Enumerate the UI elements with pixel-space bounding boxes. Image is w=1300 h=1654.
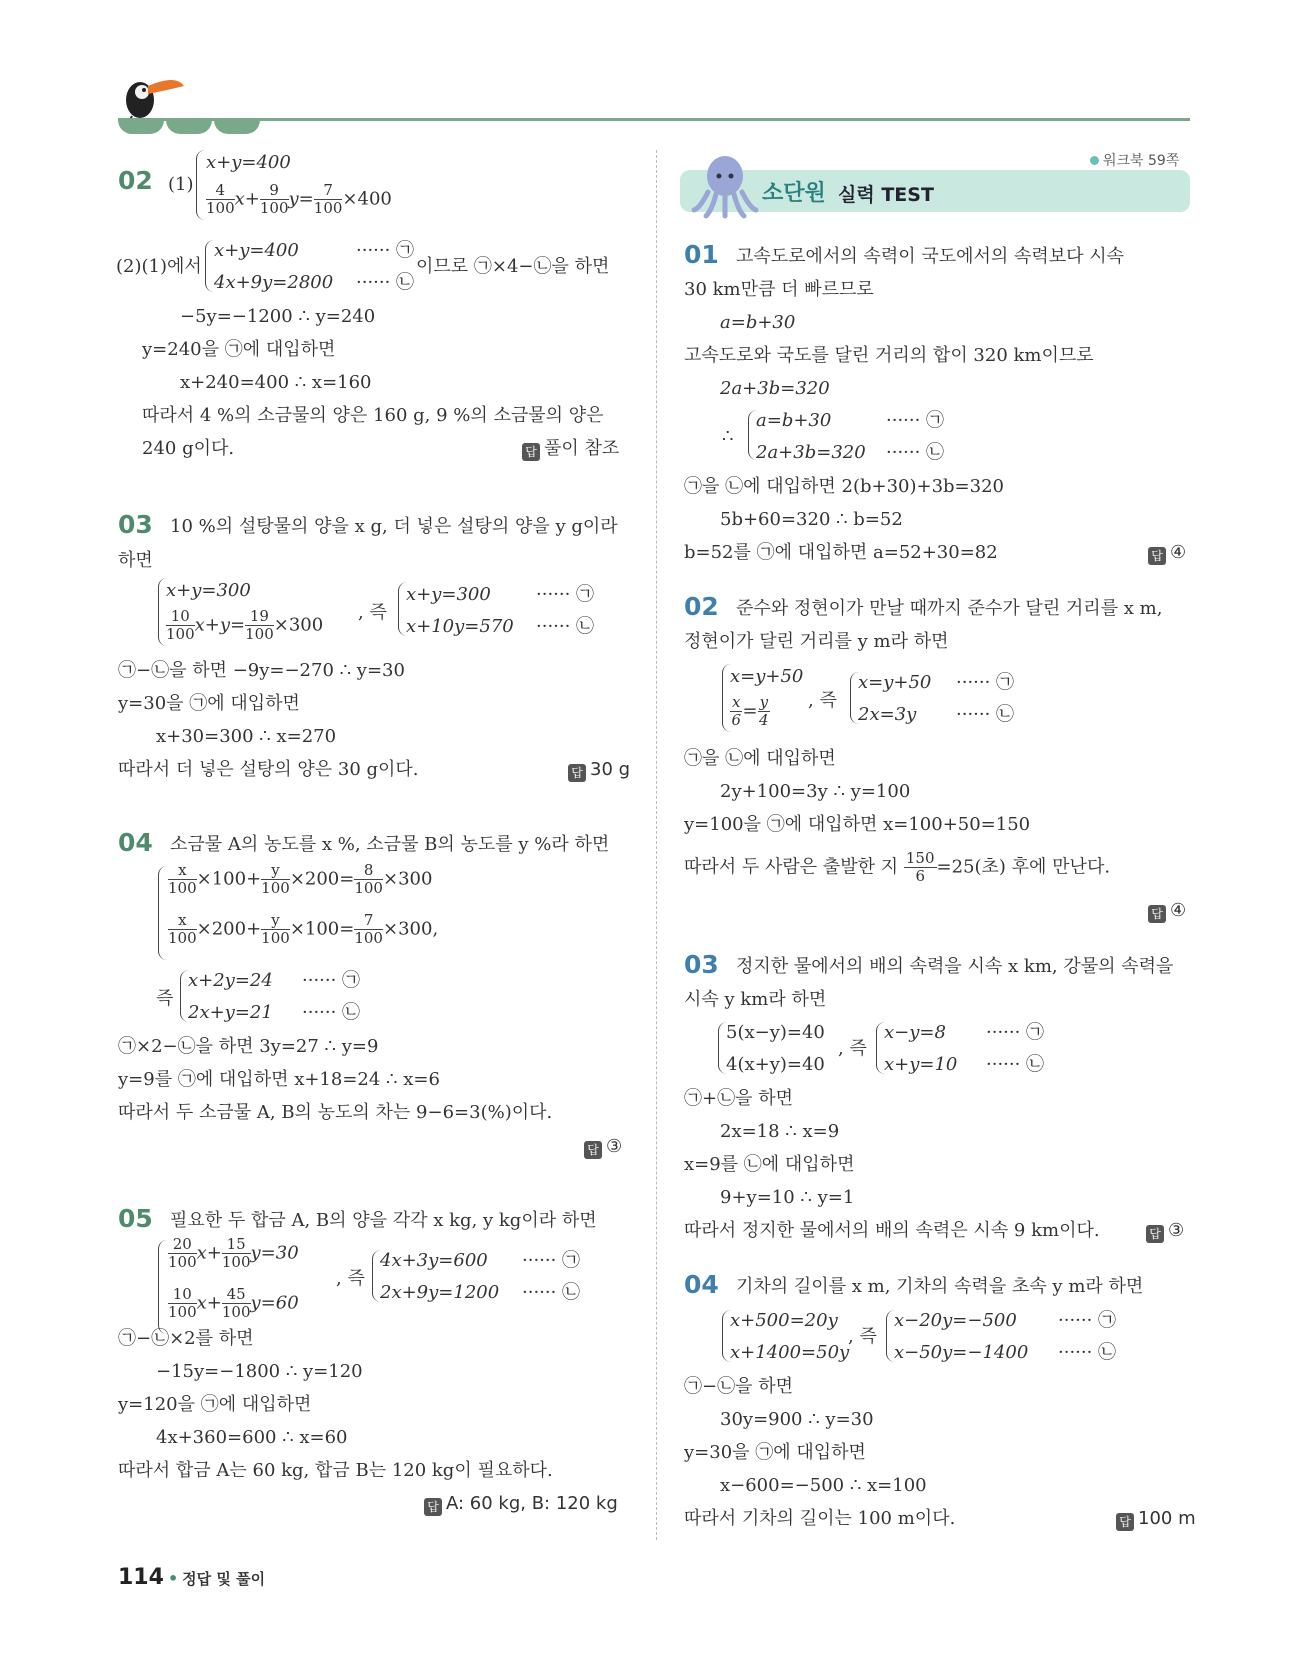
equation-marker: ······ ㉡ (302, 1002, 361, 1023)
equation-marker: ······ ㉡ (522, 1282, 581, 1303)
equation: a=b+30 (720, 312, 796, 333)
equation: 2a+3b=320 (720, 378, 830, 399)
equation: x=y+50 (858, 672, 932, 693)
answer-icon: 답 (1146, 1225, 1164, 1243)
answer: 답 ④ (1148, 536, 1186, 569)
equation: 2x+y=21 (188, 1002, 273, 1023)
equation: x−50y=−1400 (894, 1342, 1029, 1363)
equation: 2a+3b=320 (756, 442, 866, 463)
equation: x+10y=570 (406, 616, 514, 637)
text-line: ㉠+㉡을 하면 (684, 1088, 793, 1109)
equation: $\frac{x}{100}$ ×200+ $\frac{y}{100}$ ×100= $\frac{7}{100}$ ×300, (168, 911, 439, 947)
text-line: 기차의 길이를 x m, 기차의 속력을 초속 y m라 하면 (736, 1276, 1144, 1297)
equation: 4(x+y)=40 (726, 1054, 825, 1075)
text-line: 따라서 정지한 물에서의 배의 속력은 시속 9 km이다. (684, 1220, 1100, 1241)
equation: 2x=3y (858, 704, 917, 725)
equation: x−20y=−500 (894, 1310, 1017, 1331)
text-line: y=9를 ㉠에 대입하면 x+18=24 ∴ x=6 (118, 1069, 440, 1090)
equation-marker: ······ ㉡ (886, 442, 945, 463)
equation: $\frac{x}{100}$ ×100+ $\frac{y}{100}$ ×200= $\frac{8}{100}$ ×300 (168, 861, 433, 897)
text-line: 2x=18 ∴ x=9 (720, 1121, 840, 1142)
text-line: 고속도로와 국도를 달린 거리의 합이 320 km이므로 (684, 345, 1094, 366)
equation-marker: ······ ㉠ (522, 1250, 581, 1271)
problem-number: 02 (118, 166, 153, 195)
equation: 4x+9y=2800 (214, 272, 334, 293)
text-line: 240 g이다. (142, 438, 235, 459)
text-line: 5b+60=320 ∴ b=52 (720, 509, 903, 530)
text-line: −5y=−1200 ∴ y=240 (180, 306, 376, 327)
banner-subtitle: 실력 TEST (838, 184, 934, 206)
part-label: (1) (168, 174, 194, 195)
equation: $\frac{20}{100}$ x+ $\frac{15}{100}$ y=30 (168, 1235, 299, 1271)
text-line: 이므로 ㉠×4−㉡을 하면 (416, 256, 610, 277)
equation-marker: ······ ㉡ (986, 1054, 1045, 1075)
text-line: 하면 (118, 550, 153, 571)
equation: $\frac{10}{100}$ x+y= $\frac{19}{100}$ ×300 (166, 607, 324, 643)
answer-icon: 답 (1148, 547, 1166, 565)
answer-icon: 답 (1148, 905, 1166, 923)
page-footer (118, 1565, 265, 1590)
equation-marker: ······ ㉡ (956, 704, 1015, 725)
text-line: 2y+100=3y ∴ y=100 (720, 781, 911, 802)
equation-marker: ······ ㉠ (886, 410, 945, 431)
page-number: 114 (118, 1565, 164, 1590)
text-line: y=120을 ㉠에 대입하면 (118, 1394, 312, 1415)
text-line: x+240=400 ∴ x=160 (180, 372, 372, 393)
equation-marker: ······ ㉡ (536, 616, 595, 637)
footer-label: 정답 및 풀이 (182, 1570, 266, 1588)
text-line: ㉠을 ㉡에 대입하면 2(b+30)+3b=320 (684, 476, 1004, 497)
text-line: x+30=300 ∴ x=270 (156, 726, 337, 747)
text-line: 즉 (156, 988, 174, 1009)
text-line: 시속 y km라 하면 (684, 989, 827, 1010)
problem-number: 04 (118, 828, 153, 857)
text-line: 30y=900 ∴ y=30 (720, 1409, 874, 1430)
text-line: 정지한 물에서의 배의 속력을 시속 x km, 강물의 속력을 (736, 956, 1174, 977)
problem-number: 03 (684, 950, 719, 979)
text-line: ∴ (722, 426, 734, 447)
text-line: 필요한 두 합금 A, B의 양을 각각 x kg, y kg이라 하면 (170, 1210, 597, 1231)
equation-marker: ······ ㉠ (1058, 1310, 1117, 1331)
text-line: 고속도로에서의 속력이 국도에서의 속력보다 시속 (736, 246, 1125, 267)
answer-icon: 답 (522, 443, 540, 461)
text-line: x−600=−500 ∴ x=100 (720, 1475, 927, 1496)
banner-title: 소단원 (762, 181, 826, 206)
equation: $\frac{10}{100}$ x+ $\frac{45}{100}$ y=60 (168, 1285, 299, 1321)
text-line: 4x+360=600 ∴ x=60 (156, 1427, 348, 1448)
answer-icon: 답 (1116, 1513, 1134, 1531)
text-line: ㉠을 ㉡에 대입하면 (684, 748, 836, 769)
equation: 5(x−y)=40 (726, 1022, 825, 1043)
equation-marker: ······ ㉠ (302, 970, 361, 991)
text-line: ㉠−㉡을 하면 −9y=−270 ∴ y=30 (118, 660, 405, 681)
equation: x+y=10 (884, 1054, 958, 1075)
text-line: y=240을 ㉠에 대입하면 (142, 339, 336, 360)
text-line: , 즉 (336, 1268, 365, 1289)
equation: x+1400=50y (730, 1342, 850, 1363)
problem-number: 04 (684, 1270, 719, 1299)
answer: 답 풀이 참조 (522, 432, 619, 465)
text-line: 9+y=10 ∴ y=1 (720, 1187, 855, 1208)
problem-number: 01 (684, 240, 719, 269)
equation: x=y+50 (730, 666, 804, 687)
answer-icon: 답 (584, 1141, 602, 1159)
footer-dot-icon: • (167, 1569, 179, 1588)
equation: x+500=20y (730, 1310, 838, 1331)
text-line: , 즉 (848, 1326, 877, 1347)
text-line: , 즉 (838, 1038, 867, 1059)
text-line: 준수와 정현이가 만날 때까지 준수가 달린 거리를 x m, (736, 598, 1163, 619)
text-line: 30 km만큼 더 빠르므로 (684, 279, 874, 300)
equation-marker: ······ ㉠ (536, 584, 595, 605)
equation: x+y=300 (166, 580, 251, 601)
answer: 답 A: 60 kg, B: 120 kg (424, 1487, 618, 1520)
text-line: ㉠−㉡을 하면 (684, 1376, 793, 1397)
text-line: y=30을 ㉠에 대입하면 (118, 693, 300, 714)
text-line: 따라서 더 넣은 설탕의 양은 30 g이다. (118, 759, 419, 780)
equation-marker: ······ ㉠ (356, 240, 415, 261)
equation: x+y=400 (206, 152, 291, 173)
equation-marker: ······ ㉡ (356, 272, 415, 293)
problem-number: 02 (684, 592, 719, 621)
problem-number: 03 (118, 510, 153, 539)
equation: 2x+9y=1200 (380, 1282, 500, 1303)
equation-marker: ······ ㉠ (956, 672, 1015, 693)
equation-marker: ······ ㉡ (1058, 1342, 1117, 1363)
text-line: y=30을 ㉠에 대입하면 (684, 1442, 866, 1463)
text-line: y=100을 ㉠에 대입하면 x=100+50=150 (684, 814, 1031, 835)
equation: a=b+30 (756, 410, 832, 431)
equation-marker: ······ ㉠ (986, 1022, 1045, 1043)
answer: 답 ④ (1148, 894, 1186, 927)
answer-icon: 답 (568, 764, 586, 782)
text-line: 따라서 두 사람은 출발한 지 $\frac{150}{6}$ =25(초) 후에 만난다. (684, 849, 1111, 885)
text-line: , 즉 (808, 690, 837, 711)
text-line: −15y=−1800 ∴ y=120 (156, 1361, 363, 1382)
text-line: 따라서 합금 A는 60 kg, 합금 B는 120 kg이 필요하다. (118, 1460, 553, 1481)
text-line: 10 %의 설탕물의 양을 x g, 더 넣은 설탕의 양을 y g이라 (170, 516, 618, 537)
answer: 답 ③ (1146, 1214, 1184, 1247)
text-line: ㉠−㉡×2를 하면 (118, 1328, 254, 1349)
workbook-ref: 워크북 59쪽 (1090, 150, 1179, 170)
answer: 답 100 m (1116, 1502, 1196, 1535)
text-line: , 즉 (358, 602, 387, 623)
equation: x+y=400 (214, 240, 299, 261)
equation: 4x+3y=600 (380, 1250, 488, 1271)
equation: $\frac{4}{100}$ x+ $\frac{9}{100}$ y= $\frac{7}{100}$ ×400 (206, 181, 392, 217)
text-line: x=9를 ㉡에 대입하면 (684, 1154, 855, 1175)
text-line: 소금물 A의 농도를 x %, 소금물 B의 농도를 y %라 하면 (170, 834, 610, 855)
equation: x+2y=24 (188, 970, 273, 991)
text-line: ㉠×2−㉡을 하면 3y=27 ∴ y=9 (118, 1036, 379, 1057)
answer-icon: 답 (424, 1498, 442, 1516)
problem-number: 05 (118, 1204, 153, 1233)
equation: x+y=300 (406, 584, 491, 605)
text-line: 따라서 두 소금물 A, B의 농도의 차는 9−6=3(%)이다. (118, 1102, 553, 1123)
answer: 답 30 g (568, 753, 630, 786)
text-line: 따라서 4 %의 소금물의 양은 160 g, 9 %의 소금물의 양은 (142, 405, 604, 426)
equation: $\frac{x}{6}$ = $\frac{y}{4}$ (731, 693, 769, 729)
part-label: (2)(1)에서 (116, 256, 202, 277)
equation: x−y=8 (884, 1022, 946, 1043)
answer: 답 ③ (584, 1130, 622, 1163)
text-line: b=52를 ㉠에 대입하면 a=52+30=82 (684, 542, 998, 563)
text-line: 따라서 기차의 길이는 100 m이다. (684, 1508, 956, 1529)
text-line: 정현이가 달린 거리를 y m라 하면 (684, 631, 949, 652)
